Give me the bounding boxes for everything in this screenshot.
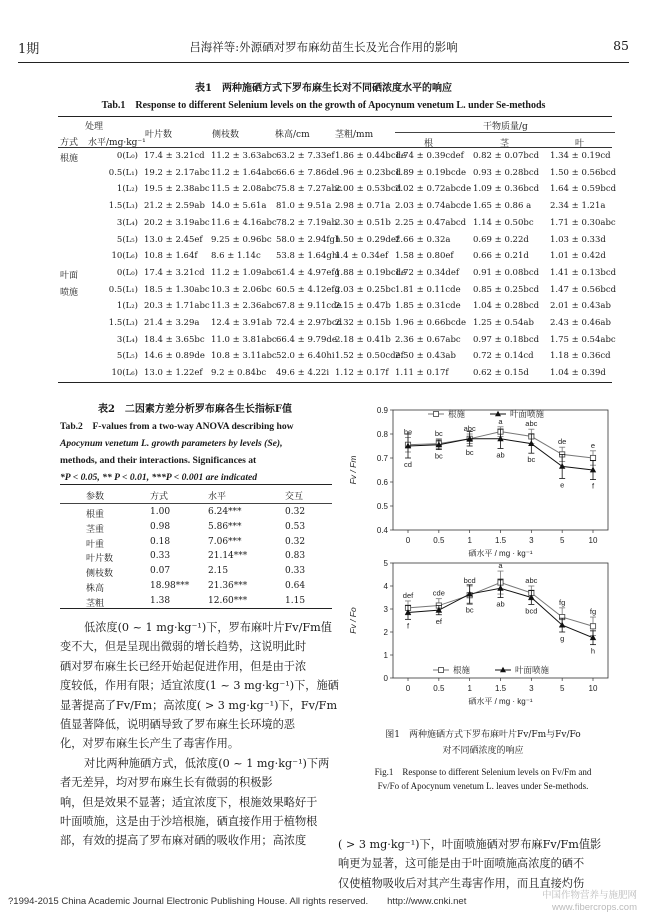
legend-label-root: 根施 xyxy=(448,409,466,419)
table2-cell: 根重 xyxy=(86,510,105,520)
table1-cell: 67.8 ± 9.11cde xyxy=(276,301,342,312)
table1-cell: 10.3 ± 2.06bc xyxy=(211,284,272,295)
table1-cell: 20.2 ± 3.19abc xyxy=(144,217,210,228)
significance-label: fg xyxy=(559,597,566,607)
legend-label-foliar: 叶面喷施 xyxy=(515,665,550,675)
table1-cell: 1.34 ± 0.19cd xyxy=(550,151,611,161)
table1-cell: 2.25 ± 0.47abcd xyxy=(395,217,467,228)
significance-label: a xyxy=(498,416,503,426)
table1-cell: 0.69 ± 0.22d xyxy=(473,234,529,245)
significance-label: bc xyxy=(527,455,536,465)
table2-cell: 茎粗 xyxy=(86,598,105,609)
table2-top-rule xyxy=(60,484,332,485)
table1-cell: 1.64 ± 0.59bcd xyxy=(550,184,617,195)
x-tick-label: 1.5 xyxy=(494,684,507,693)
significance-label: e xyxy=(590,440,596,450)
y-tick-label: 0.6 xyxy=(376,478,388,487)
table1-cell: 1.86 ± 0.44bcde xyxy=(335,151,407,161)
x-tick-label: 3 xyxy=(529,536,534,545)
table2-cell: 1.15 xyxy=(285,595,306,606)
table1-cell: 0.91 ± 0.08bcd xyxy=(473,267,540,278)
table1-cell: 63.2 ± 7.33ef xyxy=(276,151,335,161)
table1-row xyxy=(58,199,615,217)
y-tick-label: 2 xyxy=(383,628,388,637)
significance-label: def xyxy=(402,590,414,600)
body-text-line: 响更为显著，这可能是由于叶面喷施高浓度的硒不 xyxy=(338,857,585,871)
table1-cell: 1.50 ± 0.56bcd xyxy=(550,167,617,178)
significance-label: abc xyxy=(525,419,538,429)
issue-number: 1期 xyxy=(18,42,40,57)
table1-cell: 21.2 ± 2.59ab xyxy=(144,201,205,212)
table1-caption-en: Tab.1 Response to different Selenium levels on the growth of Apocynum venetum L. under Se-methods xyxy=(101,100,546,111)
table1-cell: 1.11 ± 0.17f xyxy=(395,368,449,379)
table1-row xyxy=(58,216,615,234)
table1-cell: 1.50 ± 0.29def xyxy=(335,234,399,245)
table2-cell: 0.33 xyxy=(285,566,306,577)
table1-cell: 2.32 ± 0.15b xyxy=(335,318,391,328)
body-text-line: 仅使植物吸收后对其产生毒害作用，而且直接灼伤 xyxy=(338,876,585,890)
body-text-line: 响，但是效果不显著；适宜浓度下，根施效果略好于 xyxy=(60,795,318,809)
table1-level: 0(L₀) xyxy=(116,267,138,278)
chart-panel-1 xyxy=(348,406,608,558)
table1-level: 5(L₅) xyxy=(116,351,138,362)
table1-cell: 1.01 ± 0.42d xyxy=(550,251,606,262)
table2-caption-en xyxy=(60,418,325,486)
legend xyxy=(428,409,545,419)
table2-head-rule xyxy=(60,503,332,504)
significance-label: ef xyxy=(435,616,442,626)
table1-cell: 1.03 ± 0.33d xyxy=(550,234,606,245)
significance-label: f xyxy=(406,621,410,631)
table1-cell: 20.3 ± 1.71abc xyxy=(144,301,210,312)
table1-head-treat: 处理 xyxy=(85,122,104,132)
body-text-line: 对比两种施硒方式，低浓度(0 ~ 1 mg·kg⁻¹)下两 xyxy=(84,756,330,770)
legend xyxy=(433,665,550,675)
significance-label: cd xyxy=(404,460,412,469)
table1-cell: 10.8 ± 3.11abc xyxy=(211,351,277,362)
table2-cell: 叶片数 xyxy=(86,554,114,565)
significance-label: fg xyxy=(589,607,597,617)
table1-level: 1.5(L₃) xyxy=(108,201,138,212)
chart-panel-2 xyxy=(348,559,608,706)
body-text-line: 叶面喷施，这是由于沙培根施，硒直接作用于植物根 xyxy=(60,815,318,829)
table1-cell: 78.2 ± 7.19ab xyxy=(276,217,337,228)
table2-cell: 12.60*** xyxy=(208,595,248,606)
table1-cell: 11.0 ± 3.81abc xyxy=(211,334,277,345)
table1-cell: 1.85 ± 0.31cde xyxy=(395,301,461,312)
table1-cell: 1.74 ± 0.39cdef xyxy=(395,151,464,161)
figure1-caption-en-2: Fv/Fo of Apocynum venetum L. leaves under Se-methods. xyxy=(377,781,589,791)
table1-cell: 2.03 ± 0.74abcde xyxy=(395,201,472,212)
table1-cell: 2.66 ± 0.32a xyxy=(395,234,451,245)
table2-cell: 5.86*** xyxy=(208,521,242,532)
table1-cell: 49.6 ± 4.22i xyxy=(276,368,330,379)
table1-head-stem: 茎 xyxy=(500,139,510,149)
table1-cell: 2.30 ± 0.51b xyxy=(335,217,391,228)
table1-cell: 11.5 ± 2.08abc xyxy=(211,184,277,195)
table1-head-leaf: 叶 xyxy=(575,139,585,149)
body-text-line: 低浓度(0 ~ 1 mg·kg⁻¹)下，罗布麻叶片Fv/Fm值 xyxy=(84,621,332,634)
table1-cell: 0.93 ± 0.28bcd xyxy=(473,167,540,178)
table2-cell: 0.33 xyxy=(150,551,171,562)
table2-caption-en-line: Apocynum venetum L. growth parameters by levels (Se), xyxy=(60,438,283,449)
watermark-line: www.fibercrops.com xyxy=(552,902,637,913)
legend-marker-root xyxy=(434,412,439,417)
table1-cell: 1.65 ± 0.86 a xyxy=(473,201,532,212)
body-text-line: 显著提高了Fv/Fm；高浓度( > 3 mg·kg⁻¹)下，Fv/Fm xyxy=(60,698,338,712)
table1-cell: 11.2 ± 1.64abc xyxy=(211,167,277,178)
table1-row xyxy=(58,166,615,184)
table1-cell: 19.2 ± 2.17abc xyxy=(144,167,210,178)
table2-cell: 茎重 xyxy=(86,524,105,535)
table1-cell: 58.0 ± 2.94fgh xyxy=(276,234,341,245)
table2-cell: 1.38 xyxy=(150,595,171,606)
table1-level: 1(L₂) xyxy=(116,184,138,195)
table1-cell: 2.43 ± 0.46ab xyxy=(550,318,611,328)
table2-cell: 株高 xyxy=(86,584,105,594)
table2-cell: 1.00 xyxy=(150,507,171,517)
table2-cell: 7.06*** xyxy=(208,536,242,547)
y-tick-label: 0.5 xyxy=(376,502,388,511)
body-text-line: 者无差异，均对罗布麻生长有微弱的积极影 xyxy=(60,776,273,790)
table1-level: 3(L₄) xyxy=(116,334,138,345)
y-axis-label: Fv / Fo xyxy=(348,607,358,634)
table1-level: 3(L₄) xyxy=(116,217,138,228)
figure1-caption-cn-1: 图1 两种施硒方式下罗布麻叶片Fv/Fm与Fv/Fo xyxy=(385,730,581,740)
table1-level: 5(L₅) xyxy=(116,234,138,245)
table1-method: 叶面 xyxy=(60,270,79,281)
x-axis-label: 硒水平 / mg · kg⁻¹ xyxy=(468,549,533,558)
legend-label-foliar: 叶面喷施 xyxy=(510,409,545,419)
table1-cell: 1.18 ± 0.36cd xyxy=(550,351,611,362)
table1-cell: 81.0 ± 9.51a xyxy=(276,201,332,212)
x-tick-label: 5 xyxy=(559,684,565,693)
significance-label: bc xyxy=(465,605,474,615)
table2-caption-en-line: methods, and their interactions. Significances at xyxy=(60,455,257,466)
significance-label: bcd xyxy=(463,576,476,585)
legend-marker-root xyxy=(439,668,444,673)
table1-cell: 66.4 ± 9.79de xyxy=(276,334,337,345)
table2-cell: 6.24*** xyxy=(208,507,242,517)
table1-cell: 1.75 ± 0.54abc xyxy=(550,334,616,345)
table1-cell: 8.6 ± 1.14c xyxy=(211,251,261,262)
y-tick-label: 1 xyxy=(383,651,388,660)
table2-cell: 18.98*** xyxy=(150,581,190,591)
table2-header-cell: 方式 xyxy=(150,492,169,502)
table1-cell: 1.25 ± 0.54ab xyxy=(473,318,534,328)
significance-label: a xyxy=(498,561,503,571)
significance-label: g xyxy=(560,634,565,643)
table2-cell: 2.15 xyxy=(208,566,229,577)
significance-label: ab xyxy=(496,450,505,460)
y-tick-label: 3 xyxy=(383,605,388,614)
table1-row xyxy=(58,299,615,317)
x-tick-label: 10 xyxy=(588,536,598,545)
table2-caption-cn: 表2 二因素方差分析罗布麻各生长指标F值 xyxy=(97,404,293,415)
table1-cell: 1.04 ± 0.28bcd xyxy=(473,301,540,312)
table2-cell: 0.53 xyxy=(285,521,306,532)
table1-head-leaves: 叶片数 xyxy=(145,130,173,140)
y-tick-label: 4 xyxy=(383,582,388,591)
table1-drymatter-rule xyxy=(395,132,615,133)
table2-cell: 0.83 xyxy=(285,551,306,562)
watermark xyxy=(542,890,637,914)
table1-cell: 1.88 ± 0.19bcde xyxy=(335,267,407,278)
table1-method: 根施 xyxy=(60,154,79,164)
table1-method: 喷施 xyxy=(60,287,79,298)
table1-cell: 75.8 ± 7.27abc xyxy=(276,184,342,195)
x-tick-label: 0 xyxy=(405,536,411,545)
significance-label: de xyxy=(557,437,567,447)
body-text-left xyxy=(60,618,339,851)
table1-cell: 1.71 ± 0.30abc xyxy=(550,217,616,228)
running-header xyxy=(18,38,629,56)
x-tick-label: 1.5 xyxy=(494,536,507,545)
significance-label: ab xyxy=(496,599,505,609)
body-text-line: 硒对罗布麻生长已经开始起促进作用，但是由于浓 xyxy=(60,659,307,673)
table1-cell: 17.4 ± 3.21cd xyxy=(144,267,205,278)
table1-cell: 1.09 ± 0.36bcd xyxy=(473,184,540,195)
table1-cell: 2.00 ± 0.53bcd xyxy=(335,184,402,195)
table1-cell: 2.15 ± 0.47b xyxy=(335,301,391,312)
table1-cell: 2.02 ± 0.72abcde xyxy=(395,184,472,195)
legend-label-root: 根施 xyxy=(453,665,471,675)
body-text-right xyxy=(338,835,628,893)
table1-cell: 61.4 ± 4.97efg xyxy=(276,267,340,278)
table1-row xyxy=(58,283,615,301)
running-title: 吕海祥等:外源硒对罗布麻幼苗生长及光合作用的影响 xyxy=(189,40,458,54)
table1-head-height: 株高/cm xyxy=(275,130,310,140)
table1-row xyxy=(58,333,615,351)
table1-level: 0.5(L₁) xyxy=(108,284,138,295)
y-tick-label: 0.9 xyxy=(376,406,388,415)
table1-cell: 2.36 ± 0.67abc xyxy=(395,334,461,345)
table2-cell: 21.14*** xyxy=(208,551,248,562)
table1-cell: 14.6 ± 0.89de xyxy=(144,351,205,362)
table1-cell: 72.4 ± 2.97bcd xyxy=(276,318,343,328)
table1-cell: 1.12 ± 0.17f xyxy=(335,368,389,379)
figure1-caption-en-1: Fig.1 Response to different Selenium levels on Fv/Fm and xyxy=(374,767,592,777)
significance-label: bcd xyxy=(525,606,538,616)
body-text-line: 部，有效的提高了罗布麻对硒的吸收作用；高浓度 xyxy=(60,834,307,848)
table1-cell: 1.89 ± 0.19bcde xyxy=(395,167,467,178)
page-number: 85 xyxy=(613,38,629,53)
table1-cell: 1.58 ± 0.80ef xyxy=(395,251,454,262)
table1-cell: 0.85 ± 0.25bcd xyxy=(473,284,540,295)
x-tick-label: 3 xyxy=(529,684,534,693)
significance-label: cde xyxy=(432,588,445,598)
y-tick-label: 0.8 xyxy=(376,430,388,439)
significance-label: be xyxy=(403,427,413,437)
table1-cell: 11.2 ± 1.09abc xyxy=(211,267,277,278)
x-axis-label: 硒水平 / mg · kg⁻¹ xyxy=(468,697,533,706)
table1-head-branches: 侧枝数 xyxy=(212,130,240,140)
figure1-caption-cn-2: 对不同硒浓度的响应 xyxy=(442,746,524,756)
table1-row xyxy=(58,233,615,251)
table1-cell: 18.5 ± 1.30abc xyxy=(144,284,210,295)
x-tick-label: 0 xyxy=(405,684,411,693)
table1-cell: 2.03 ± 0.25bc xyxy=(335,284,396,295)
significance-label: h xyxy=(590,646,596,656)
table1-row xyxy=(58,182,615,200)
significance-label: bc xyxy=(465,448,474,457)
table1-row xyxy=(58,249,615,267)
table1-cell: 52.0 ± 6.40hi xyxy=(276,351,335,362)
x-tick-label: 1 xyxy=(467,536,472,545)
table2-header-cell: 水平 xyxy=(208,492,227,502)
table1-cell: 14.0 ± 5.61a xyxy=(211,201,267,212)
y-tick-label: 5 xyxy=(383,559,388,568)
table1-row xyxy=(58,316,615,334)
table1-row xyxy=(58,349,615,367)
significance-label: abc xyxy=(525,576,538,585)
table1-cell: 0.82 ± 0.07bcd xyxy=(473,151,540,161)
table1-row xyxy=(58,149,615,167)
table1-cell: 11.6 ± 4.16abc xyxy=(211,217,277,228)
table1-cell: 2.50 ± 0.43ab xyxy=(395,351,456,362)
table2-cell: 0.07 xyxy=(150,566,171,577)
table1-cell: 13.0 ± 1.22ef xyxy=(144,368,203,379)
body-text-line: 变不大，但是呈现出微弱的增长趋势，这说明此时 xyxy=(60,640,307,654)
table1-cell: 0.62 ± 0.15d xyxy=(473,368,529,379)
table1-level: 10(L₆) xyxy=(111,251,138,262)
body-text-line: 化，对罗布麻生长产生了毒害作用。 xyxy=(60,737,240,751)
table1-cell: 1.81 ± 0.11cde xyxy=(395,284,461,295)
table1-level: 1(L₂) xyxy=(116,301,138,312)
table1-level: 0.5(L₁) xyxy=(108,167,138,178)
table1-cell: 1.96 ± 0.66bcde xyxy=(395,318,467,328)
table1-cell: 17.4 ± 3.21cd xyxy=(144,151,205,161)
table1-head-level: 水平/mg·kg⁻¹ xyxy=(88,138,146,148)
x-tick-label: 10 xyxy=(588,684,598,693)
table1-cell: 2.34 ± 1.21a xyxy=(550,201,606,212)
body-text-line: 值显著降低，说明硒导致了罗布麻生长环境的恶 xyxy=(60,718,295,732)
table1-head-drymatter: 干物质量/g xyxy=(483,122,528,132)
x-tick-label: 1 xyxy=(467,684,472,693)
table2-caption-en-line: *P < 0.05, ** P < 0.01, ***P < 0.001 are indicated xyxy=(60,472,258,483)
data-point-square xyxy=(590,455,595,460)
table1-cell: 1.72 ± 0.34def xyxy=(395,267,459,278)
table1-head-root: 根 xyxy=(424,139,434,149)
table1-head-method: 方式 xyxy=(60,138,79,148)
significance-label: bc xyxy=(434,428,443,438)
x-tick-label: 5 xyxy=(559,536,565,545)
table1-cell: 1.47 ± 0.56bcd xyxy=(550,284,617,295)
table2-cell: 0.32 xyxy=(285,536,306,547)
table1-cell: 1.4 ± 0.34ef xyxy=(335,251,389,262)
table2-cell: 0.32 xyxy=(285,507,306,517)
y-axis-label: Fv / Fm xyxy=(348,455,358,485)
table1-cell: 9.25 ± 0.96bc xyxy=(211,234,272,245)
figure1 xyxy=(338,395,630,715)
y-tick-label: 0.7 xyxy=(376,454,388,463)
y-tick-label: 0.4 xyxy=(376,526,388,535)
table1-cell: 0.97 ± 0.18bcd xyxy=(473,334,540,345)
table2-cell: 叶重 xyxy=(86,539,105,550)
data-point-triangle xyxy=(497,585,503,591)
table1-cell: 60.5 ± 4.12efg xyxy=(276,284,340,295)
table1-cell: 1.41 ± 0.13bcd xyxy=(550,267,617,278)
table1-cell: 0.72 ± 0.14cd xyxy=(473,351,534,362)
x-tick-label: 0.5 xyxy=(433,536,445,545)
table1-cell: 1.96 ± 0.23bcd xyxy=(335,167,402,178)
significance-label: abc xyxy=(463,424,476,433)
table1-cell: 13.0 ± 2.45ef xyxy=(144,234,203,245)
table1-row xyxy=(58,266,615,284)
table1-cell: 21.4 ± 3.29a xyxy=(144,318,200,328)
table1-caption-cn: 表1 两种施硒方式下罗布麻生长对不同硒浓度水平的响应 xyxy=(195,83,452,94)
y-tick-label: 0 xyxy=(383,674,388,683)
x-tick-label: 0.5 xyxy=(433,684,445,693)
table1-cell: 9.2 ± 0.84bc xyxy=(211,368,267,379)
table1-cell: 11.3 ± 2.36abc xyxy=(211,301,277,312)
table2-cell: 0.18 xyxy=(150,536,171,547)
table1-cell: 2.18 ± 0.41b xyxy=(335,334,391,345)
table2-caption-en-line: Tab.2 F-values from a two-way ANOVA describing how xyxy=(60,421,294,432)
table1-cell: 2.01 ± 0.43ab xyxy=(550,301,611,312)
table2-header-cell: 参数 xyxy=(86,492,105,502)
table1-cell: 66.6 ± 7.86de xyxy=(276,167,337,178)
table2-cell: 0.64 xyxy=(285,581,306,591)
table1-level: 10(L₆) xyxy=(111,368,138,379)
data-point-triangle xyxy=(559,463,565,469)
table2-cell: 0.98 xyxy=(150,521,171,532)
table1-cell: 1.52 ± 0.50cdef xyxy=(335,351,404,362)
copyright-footer: ?1994-2015 China Academic Journal Electronic Publishing House. All rights reserved. http://www.cnki.net xyxy=(8,896,467,907)
table1-cell: 19.5 ± 2.38abc xyxy=(144,184,210,195)
table1-cell: 12.4 ± 3.91ab xyxy=(211,318,272,328)
watermark-line: 中国作物营养与施肥网 xyxy=(541,890,637,901)
data-point-square xyxy=(590,624,595,629)
table1-top-rule xyxy=(58,116,612,117)
table1-cell: 1.14 ± 0.50bc xyxy=(473,217,534,228)
table2-cell: 21.36*** xyxy=(208,581,248,591)
table1-cell: 10.8 ± 1.64f xyxy=(144,251,198,262)
significance-label: bc xyxy=(434,451,443,461)
header-rule xyxy=(18,62,629,63)
table1-level: 0(L₀) xyxy=(116,151,138,161)
table2-cell: 侧枝数 xyxy=(86,569,114,580)
significance-label: f xyxy=(591,481,595,491)
body-text-line: 度较低，作用有限；适宜浓度(1 ~ 3 mg·kg⁻¹)下，施硒 xyxy=(60,679,339,693)
significance-label: e xyxy=(560,480,565,490)
table1-head-diameter: 茎粗/mm xyxy=(335,130,374,140)
table1-cell: 18.4 ± 3.65bc xyxy=(144,334,205,345)
table1-cell: 0.66 ± 0.21d xyxy=(473,251,529,262)
table1-cell: 53.8 ± 1.64ghi xyxy=(276,251,341,262)
body-text-line: ( > 3 mg·kg⁻¹)下，叶面喷施硒对罗布麻Fv/Fm值影 xyxy=(338,838,602,851)
table1-level: 1.5(L₃) xyxy=(108,318,138,328)
table1-cell: 1.04 ± 0.39d xyxy=(550,368,606,379)
table1-cell: 11.2 ± 3.63abc xyxy=(211,151,277,161)
table2-header-cell: 交互 xyxy=(285,492,304,502)
table1-row xyxy=(58,366,615,384)
table1-cell: 2.98 ± 0.71a xyxy=(335,201,391,212)
